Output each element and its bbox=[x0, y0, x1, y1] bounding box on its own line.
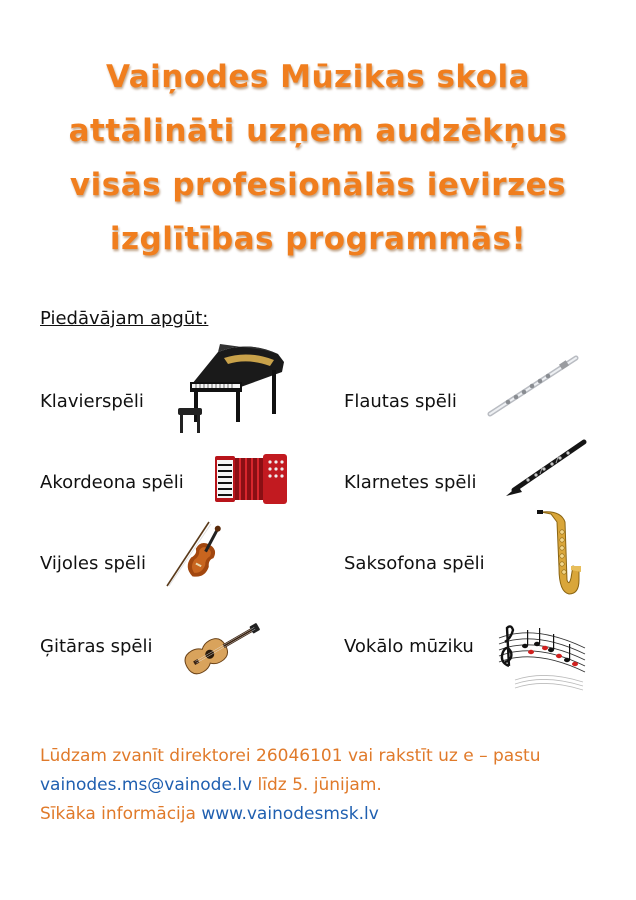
guitar-image bbox=[177, 614, 263, 678]
deadline-text: līdz 5. jūnijam. bbox=[252, 775, 382, 795]
flute-label: Flautas spēli bbox=[344, 391, 457, 412]
violin-image bbox=[165, 520, 223, 592]
poster-title bbox=[0, 50, 636, 266]
saxophone-image bbox=[537, 508, 583, 604]
piano-label: Klavierspēli bbox=[40, 391, 144, 412]
clarinet-label: Klarnetes spēli bbox=[344, 472, 477, 493]
accordion-image bbox=[213, 452, 289, 506]
flute-image bbox=[486, 352, 580, 422]
email-line bbox=[40, 771, 600, 800]
contact-info bbox=[40, 742, 600, 829]
title-line-2: attālināti uzņem audzēkņus bbox=[68, 113, 568, 149]
music-notes-image bbox=[495, 622, 587, 692]
guitar-label: Ģitāras spēli bbox=[40, 636, 153, 657]
intro-heading: Piedāvājam apgūt: bbox=[40, 308, 209, 329]
violin-label: Vijoles spēli bbox=[40, 553, 146, 574]
title-line-3: visās profesionālās ievirzes bbox=[69, 167, 567, 203]
grand-piano-image bbox=[178, 342, 286, 436]
info-line bbox=[40, 800, 600, 829]
title-line-1: Vaiņodes Mūzikas skola bbox=[105, 59, 531, 95]
title-line-4: izglītības programmās! bbox=[109, 221, 527, 257]
email-link[interactable]: vainodes.ms@vainode.lv bbox=[40, 775, 253, 795]
info-label: Sīkāka informācija bbox=[40, 804, 202, 824]
contact-line: Lūdzam zvanīt direktorei 26046101 vai rakstīt uz e – pastu bbox=[40, 746, 541, 766]
vocal-label: Vokālo mūziku bbox=[344, 636, 474, 657]
website-link[interactable]: www.vainodesmsk.lv bbox=[201, 804, 379, 824]
accordion-label: Akordeona spēli bbox=[40, 472, 184, 493]
clarinet-image bbox=[504, 436, 588, 498]
saxophone-label: Saksofona spēli bbox=[344, 553, 485, 574]
